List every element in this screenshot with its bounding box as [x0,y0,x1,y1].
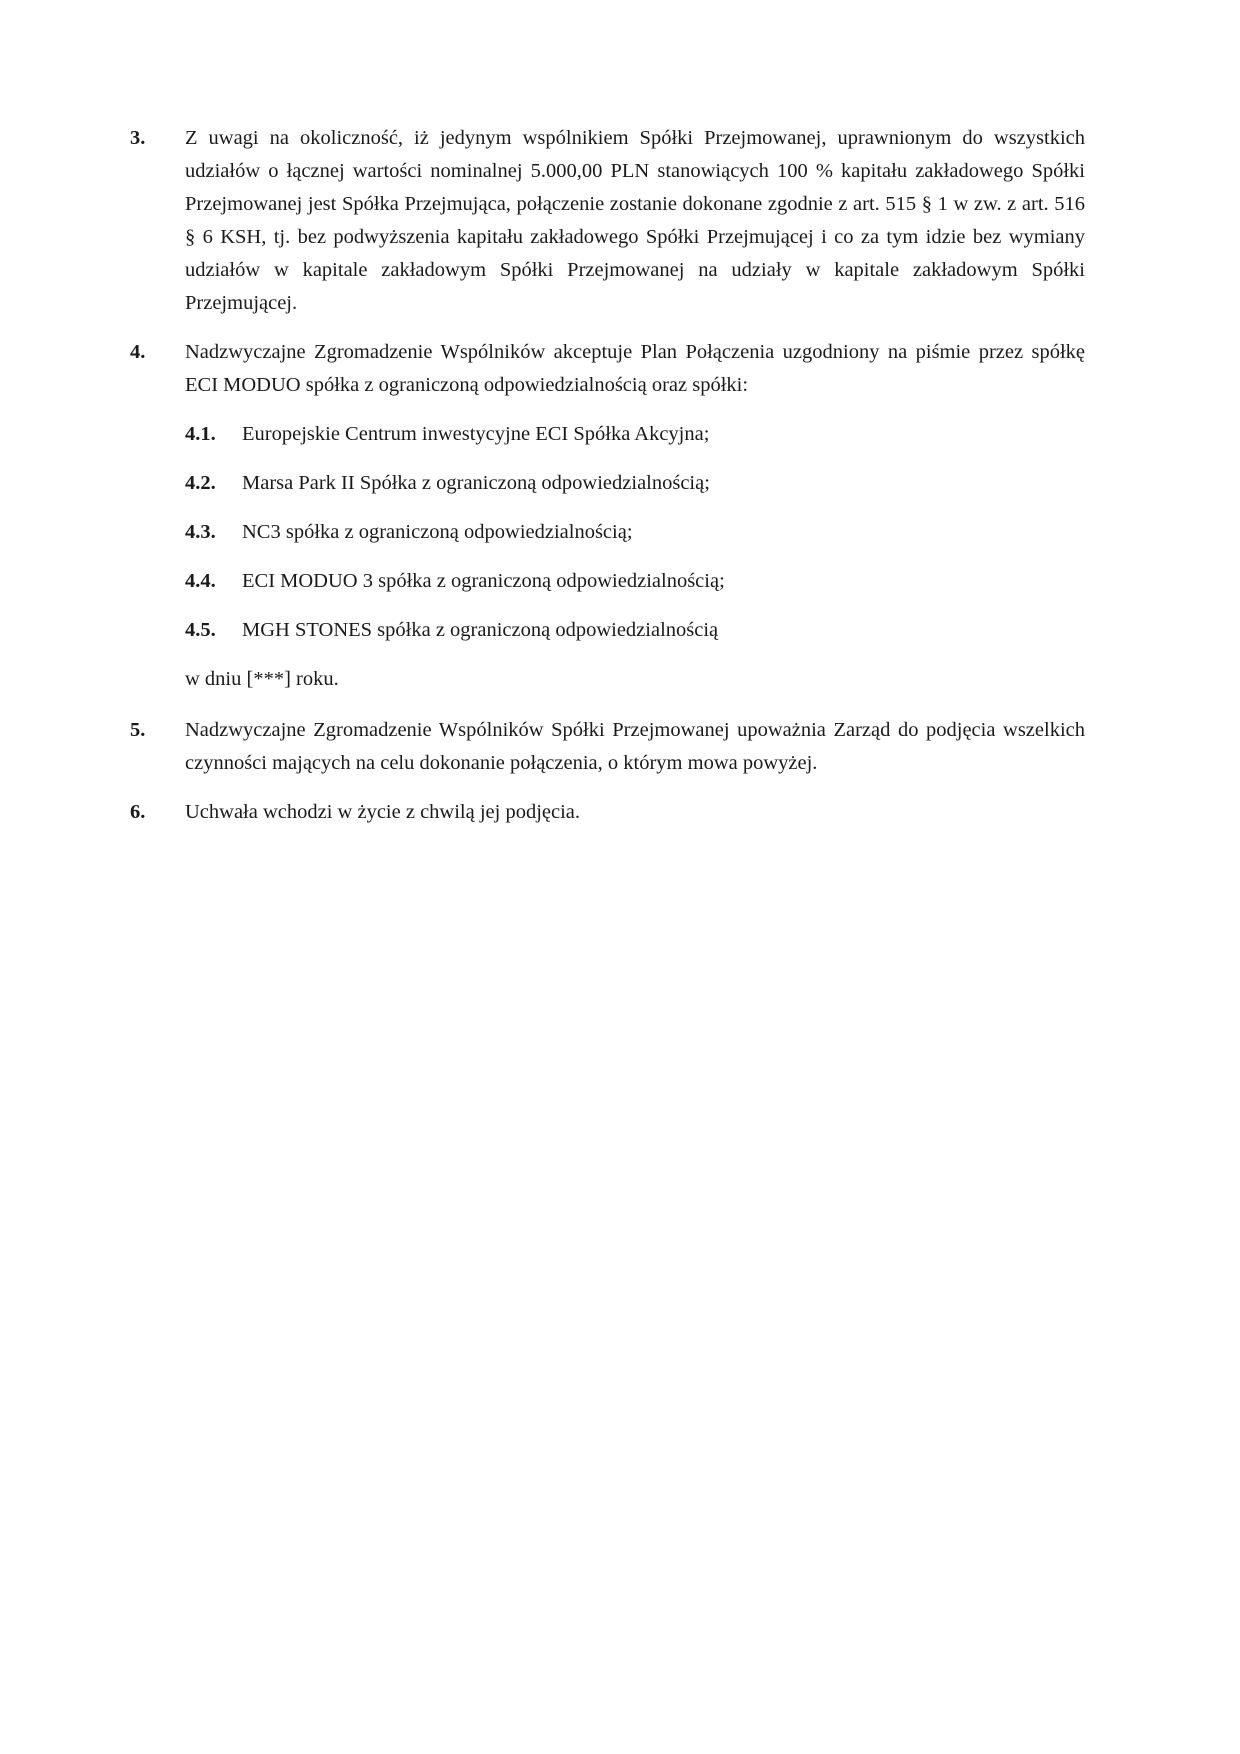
sub-item-number: 4.2. [185,472,216,494]
list-item [130,565,1085,598]
closing-line: w dniu [***] roku. [185,668,339,690]
sub-item-number: 4.4. [185,570,216,592]
sub-item-text: Europejskie Centrum inwestycyjne ECI Spółka Akcyjna; [242,423,710,445]
list-item [130,796,1085,829]
list-item [130,614,1085,647]
list-item [130,122,1085,320]
list-item-number: 5. [130,719,146,741]
list-item [130,516,1085,549]
sub-item-text: ECI MODUO 3 spółka z ograniczoną odpowiedzialnością; [242,570,725,592]
list-item-number: 4. [130,341,146,363]
list-item-text: Z uwagi na okoliczność, iż jedynym wspólnikiem Spółki Przejmowanej, uprawnionym do wszystkich udziałów o łącznej wartości nominalnej 5.000,00 PLN stanowiących 100 % kapitału zakładowego Spółki Przejmowanej jest Spółka Przejmująca, połączenie zostanie dokonane zgodnie z art. 515 § 1 w zw. z art. 516 § 6 KSH, tj. bez podwyższenia kapitału zakładowego Spółki Przejmującej i co za tym idzie bez wymiany udziałów w kapitale zakładowym Spółki Przejmowanej na udziały w kapitale zakładowym Spółki Przejmującej. [185,127,1085,314]
sub-item-number: 4.3. [185,521,216,543]
list-item-number: 3. [130,127,146,149]
sub-item-text: MGH STONES spółka z ograniczoną odpowiedzialnością [242,619,719,641]
list-item-text: Nadzwyczajne Zgromadzenie Wspólników Spółki Przejmowanej upoważnia Zarząd do podjęcia wszelkich czynności mających na celu dokonanie połączenia, o którym mowa powyżej. [185,719,1085,774]
list-item-text: Uchwała wchodzi w życie z chwilą jej podjęcia. [185,801,581,823]
document-body [130,122,1085,845]
list-item [130,418,1085,451]
list-item [130,714,1085,780]
list-item-text: Nadzwyczajne Zgromadzenie Wspólników akceptuje Plan Połączenia uzgodniony na piśmie przez spółkę ECI MODUO spółka z ograniczoną odpowiedzialnością oraz spółki: [185,341,1085,396]
list-item [130,336,1085,402]
list-item [130,467,1085,500]
sub-item-text: Marsa Park II Spółka z ograniczoną odpowiedzialnością; [242,472,710,494]
list-item-number: 6. [130,801,146,823]
sub-item-text: NC3 spółka z ograniczoną odpowiedzialnością; [242,521,633,543]
sub-list [130,418,1085,647]
sub-item-number: 4.1. [185,423,216,445]
sub-item-number: 4.5. [185,619,216,641]
